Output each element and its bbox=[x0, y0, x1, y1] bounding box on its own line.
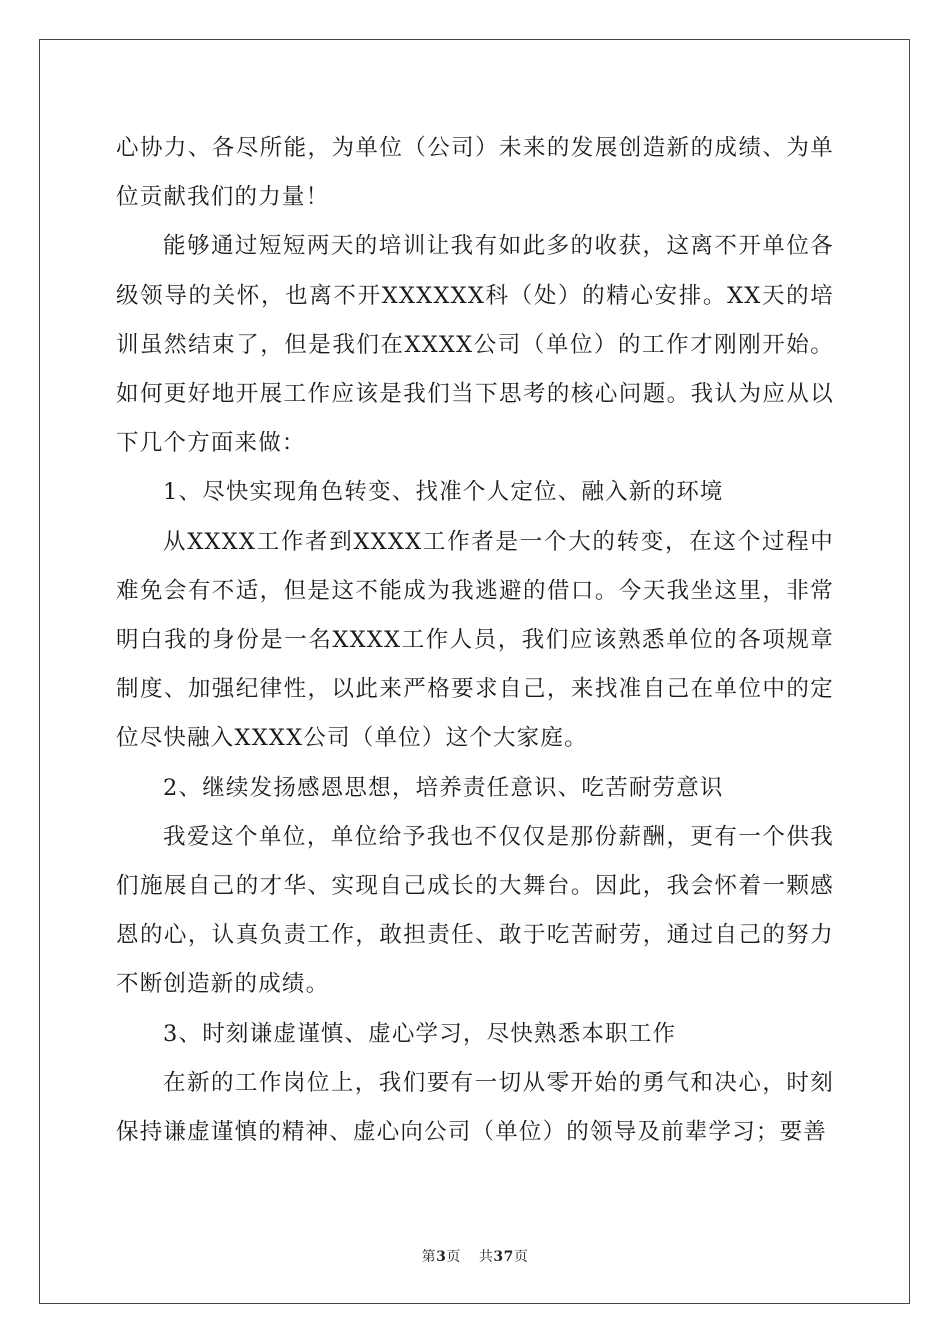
section-heading: 1、尽快实现角色转变、找准个人定位、融入新的环境 bbox=[163, 479, 724, 506]
paragraph: 我爱这个单位，单位给予我也不仅仅是那份薪酬，更有一个供我们施展自己的才华、实现自己成长的大舞台。因此，我会怀着一颗感恩的心，认真负责工作，敢担责任、敢于吃苦耐劳，通过自己的努力不断创造新的成绩。 bbox=[116, 823, 834, 998]
page-prefix: 第 bbox=[421, 1249, 437, 1265]
paragraph: 从XXXX工作者到XXXX工作者是一个大的转变，在这个过程中难免会有不适，但是这不能成为我逃避的借口。今天我坐这里，非常明白我的身份是一名XXXX工作人员，我们应该熟悉单位的各项规章制度、加强纪律性，以此来严格要求自己，来找准自己在单位中的定位尽快融入XXXX公司（单位）这个大家庭。 bbox=[116, 528, 834, 752]
document-body bbox=[116, 124, 834, 1157]
paragraph: 能够通过短短两天的培训让我有如此多的收获，这离不开单位各级领导的关怀，也离不开XXXXXX科（处）的精心安排。XX天的培训虽然结束了，但是我们在XXXX公司（单位）的工作才刚刚开始。如何更好地开展工作应该是我们当下思考的核心问题。我认为应从以下几个方面来做： bbox=[116, 233, 834, 457]
total-pages: 37 bbox=[493, 1249, 514, 1265]
page-suffix: 页 bbox=[446, 1249, 461, 1265]
section-heading: 3、时刻谦虚谨慎、虚心学习，尽快熟悉本职工作 bbox=[163, 1020, 677, 1047]
page-footer bbox=[0, 1246, 950, 1266]
section-heading: 2、继续发扬感恩思想，培养责任意识、吃苦耐劳意识 bbox=[163, 774, 724, 801]
total-prefix: 共 bbox=[478, 1249, 494, 1265]
page-number: 3 bbox=[436, 1249, 447, 1265]
paragraph: 心协力、各尽所能，为单位（公司）未来的发展创造新的成绩、为单位贡献我们的力量！ bbox=[116, 135, 834, 211]
total-suffix: 页 bbox=[513, 1249, 529, 1265]
paragraph: 在新的工作岗位上，我们要有一切从零开始的勇气和决心，时刻保持谦虚谨慎的精神、虚心向公司（单位）的领导及前辈学习；要善 bbox=[116, 1069, 834, 1146]
